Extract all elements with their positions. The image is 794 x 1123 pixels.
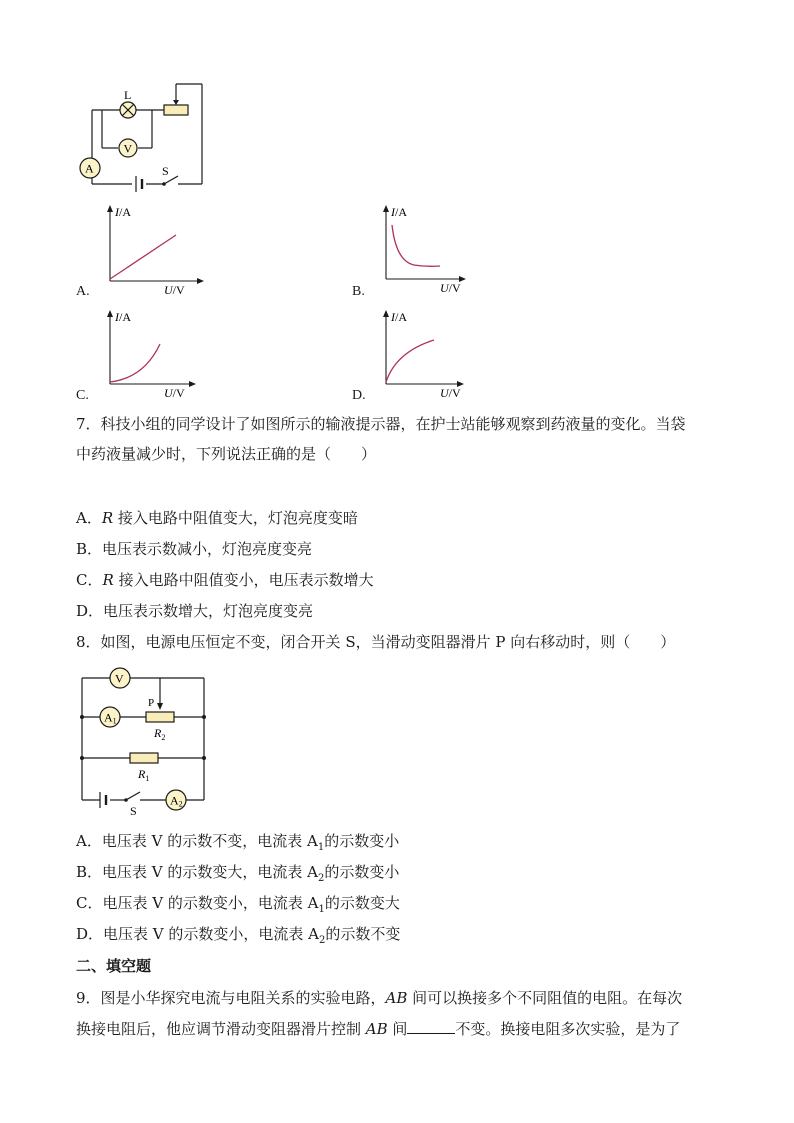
svg-text:U/V: U/V — [440, 386, 461, 400]
q8-option-c: C．电压表 V 的示数变小，电流表 $A_1$的示数变大 — [76, 894, 400, 915]
switch-label: S — [162, 164, 169, 178]
svg-text:U/V: U/V — [164, 386, 185, 400]
q7-option-d: D．电压表示数增大，灯泡亮度变亮 — [76, 602, 314, 620]
svg-text:I/A: I/A — [391, 310, 407, 324]
graph-b-letter: B. — [352, 284, 365, 299]
q8-option-b: B．电压表 V 的示数变大，电流表 $A_2$的示数变小 — [76, 863, 400, 884]
q8-stem: 8．如图，电源电压恒定不变，闭合开关 S，当滑动变阻器滑片 P 向右移动时，则（ ） — [76, 633, 676, 651]
svg-text:V: V — [115, 671, 124, 686]
graph-c-curve — [110, 344, 160, 382]
q7-option-a: A．R 接入电路中阻值变大，灯泡亮度变暗 — [76, 509, 358, 527]
ammeter-label: A — [85, 161, 94, 176]
svg-text:P: P — [148, 697, 155, 709]
svg-text:I/A: I/A — [115, 310, 131, 324]
section-heading: 二、填空题 — [76, 957, 152, 975]
fill-blank[interactable] — [407, 1019, 455, 1034]
svg-text:S: S — [130, 804, 137, 818]
rheostat-symbol — [164, 105, 188, 115]
resistor-r1-symbol — [130, 753, 158, 763]
svg-text:I/A: I/A — [115, 205, 131, 219]
graph-a-curve — [110, 235, 176, 279]
lamp-symbol — [120, 102, 136, 118]
q8-option-a: A．电压表 V 的示数不变，电流表 $A_1$的示数变小 — [76, 832, 400, 853]
graph-b-curve — [392, 225, 440, 266]
graph-c-letter: C. — [76, 388, 89, 403]
graph-b — [376, 203, 486, 295]
q7-option-c: C．R 接入电路中阻值变小，电压表示数增大 — [76, 571, 374, 589]
graph-a — [100, 203, 210, 295]
q7-option-b: B．电压表示数减小，灯泡亮度变亮 — [76, 540, 313, 558]
graph-a-letter: A. — [76, 284, 90, 299]
svg-text:A1: A1 — [104, 710, 117, 726]
q9-line2: 换接电阻后，他应调节滑动变阻器滑片控制 AB 间 不变。换接电阻多次实验，是为了 — [76, 1020, 681, 1038]
svg-text:R1: $R_1$ — [138, 767, 150, 783]
graph-d-letter: D. — [352, 388, 366, 403]
circuit-diagram-1 — [70, 78, 220, 198]
q8-option-d: D．电压表 V 的示数变小，电流表 $A_2$的示数不变 — [76, 925, 401, 946]
lamp-label: L — [124, 88, 132, 102]
graph-d — [376, 308, 486, 400]
circuit-diagram-2 — [74, 664, 214, 820]
svg-text:I/A: I/A — [391, 205, 407, 219]
svg-text:U/V: U/V — [440, 281, 461, 295]
q7-stem-line2: 中药液量减少时，下列说法正确的是（ ） — [76, 445, 377, 463]
graph-c — [100, 308, 210, 400]
graph-d-curve — [386, 340, 434, 382]
q9-line1: 9．图是小华探究电流与电阻关系的实验电路，AB 间可以换接多个不同阻值的电阻。在每次 — [76, 989, 683, 1007]
svg-text:R2: $R_2$ — [154, 726, 166, 742]
voltmeter-label: V — [123, 141, 133, 156]
svg-text:U/V: U/V — [164, 283, 185, 295]
resistor-r2-symbol — [146, 712, 174, 722]
svg-text:A2: A2 — [170, 793, 183, 809]
q7-stem-line1: 7．科技小组的同学设计了如图所示的输液提示器，在护士站能够观察到药液量的变化。当袋 — [76, 415, 686, 433]
